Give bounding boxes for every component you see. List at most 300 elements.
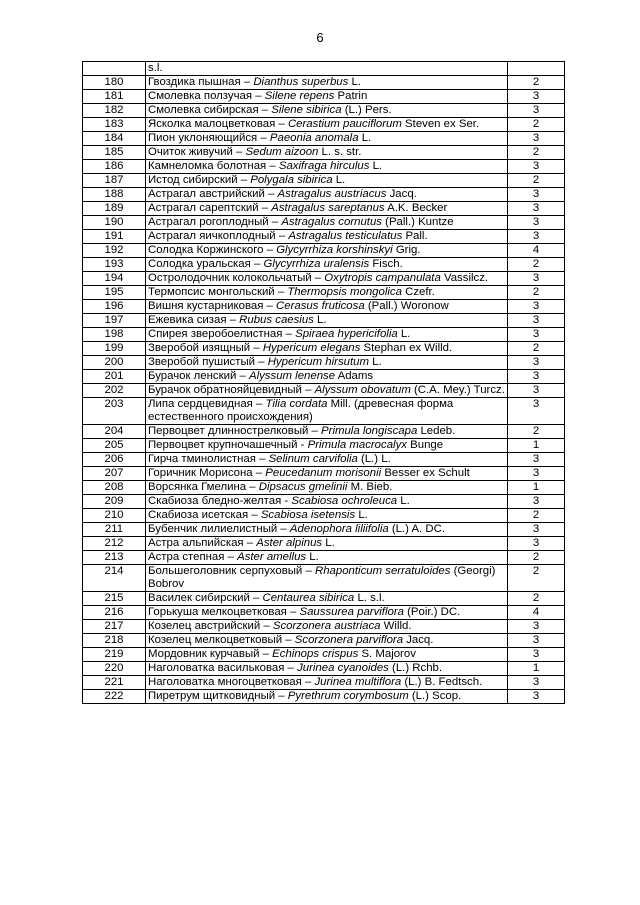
species-name xyxy=(146,676,508,690)
russian-name: Астрагал яичкоплодный – xyxy=(148,230,289,242)
row-number: 180 xyxy=(83,76,146,90)
table-row xyxy=(83,174,565,188)
latin-name: Astragalus austriacus xyxy=(277,188,387,200)
author-citation: L. xyxy=(368,356,382,368)
status-category: 3 xyxy=(508,453,565,467)
russian-name: Мордовник курчавый – xyxy=(148,648,273,660)
author-citation: (Pall.) Kuntze xyxy=(382,216,454,228)
table-row xyxy=(83,62,565,76)
russian-name: Первоцвет крупночашечный - xyxy=(148,439,308,451)
russian-name: Камнеломка болотная – xyxy=(148,160,279,172)
row-number: 185 xyxy=(83,146,146,160)
row-number: 188 xyxy=(83,188,146,202)
row-number: 190 xyxy=(83,216,146,230)
russian-name: Горькуша мелкоцветковая – xyxy=(148,606,300,618)
russian-name: Ежевика сизая – xyxy=(148,314,240,326)
table-row xyxy=(83,495,565,509)
species-name xyxy=(146,286,508,300)
row-number: 200 xyxy=(83,356,146,370)
status-category: 3 xyxy=(508,398,565,425)
status-category: 1 xyxy=(508,481,565,495)
table-row xyxy=(83,342,565,356)
species-name xyxy=(146,606,508,620)
latin-name: Pyrethrum corymbosum xyxy=(287,690,409,702)
table-row xyxy=(83,384,565,398)
species-name xyxy=(146,342,508,356)
russian-name: Наголоватка многоцветковая – xyxy=(148,676,315,688)
status-category: 2 xyxy=(508,258,565,272)
russian-name: Астрагал австрийский – xyxy=(148,188,278,200)
species-name xyxy=(146,300,508,314)
latin-name: Echinops crispus xyxy=(272,648,359,660)
row-number: 220 xyxy=(83,662,146,676)
status-category: 2 xyxy=(508,286,565,300)
russian-name: Зверобой изящный – xyxy=(148,342,263,354)
species-name xyxy=(146,690,508,704)
status-category: 2 xyxy=(508,425,565,439)
latin-name: Scorzonera parviflora xyxy=(294,634,404,646)
table-row xyxy=(83,286,565,300)
russian-name: Астра степная – xyxy=(148,551,238,563)
status-category xyxy=(508,62,565,76)
status-category: 3 xyxy=(508,648,565,662)
status-category: 3 xyxy=(508,620,565,634)
status-category: 3 xyxy=(508,370,565,384)
species-name xyxy=(146,62,508,76)
latin-name: Aster amellus xyxy=(237,551,307,563)
author-citation: (L.) Scop. xyxy=(408,690,462,702)
status-category: 2 xyxy=(508,592,565,606)
latin-name: Paeonia anomala xyxy=(269,132,359,144)
status-category: 3 xyxy=(508,314,565,328)
table-row xyxy=(83,398,565,425)
author-citation: L. xyxy=(348,76,361,88)
table-row xyxy=(83,425,565,439)
table-row xyxy=(83,370,565,384)
russian-name: Пиретрум щитковидный – xyxy=(148,690,288,702)
russian-name: Ясколка малоцветковая – xyxy=(148,118,288,130)
table-row xyxy=(83,565,565,592)
russian-name: Липа сердцевидная – xyxy=(148,398,266,410)
species-table-body xyxy=(83,62,565,704)
row-number: 205 xyxy=(83,439,146,453)
species-name xyxy=(146,188,508,202)
row-number: 195 xyxy=(83,286,146,300)
status-category: 3 xyxy=(508,384,565,398)
russian-name: Гирча тминолистная – xyxy=(148,453,269,465)
latin-name: Rhaponticum serratuloides xyxy=(314,565,451,577)
russian-name: Козелец мелкоцветковый – xyxy=(148,634,295,646)
table-row xyxy=(83,328,565,342)
author-citation: Grig. xyxy=(392,244,421,256)
latin-name: Sedum aizoon xyxy=(245,146,319,158)
latin-name: Tilia cordata xyxy=(265,398,328,410)
table-row xyxy=(83,188,565,202)
author-citation: Ledeb. xyxy=(417,425,456,437)
latin-name: Primula macrocalyx xyxy=(307,439,407,451)
status-category: 3 xyxy=(508,104,565,118)
row-number: 213 xyxy=(83,551,146,565)
species-name xyxy=(146,565,508,592)
species-name xyxy=(146,160,508,174)
species-name xyxy=(146,481,508,495)
table-row xyxy=(83,620,565,634)
russian-name: Наголоватка васильковая – xyxy=(148,662,298,674)
author-citation: Jacq. xyxy=(403,634,434,646)
author-citation: Bunge xyxy=(406,439,444,451)
latin-name: Astragalus sareptanus xyxy=(271,202,385,214)
species-name xyxy=(146,216,508,230)
latin-name: Saxifraga hirculus xyxy=(278,160,370,172)
species-name xyxy=(146,258,508,272)
species-name xyxy=(146,328,508,342)
russian-name: Очиток живучий – xyxy=(148,146,246,158)
row-number: 182 xyxy=(83,104,146,118)
status-category: 3 xyxy=(508,272,565,286)
status-category: 2 xyxy=(508,551,565,565)
latin-name: Rubus caesius xyxy=(239,314,314,326)
status-category: 3 xyxy=(508,523,565,537)
russian-name: Козелец австрийский – xyxy=(148,620,273,632)
row-number: 201 xyxy=(83,370,146,384)
latin-name: Oxytropis campanulata xyxy=(324,272,441,284)
page-number: 6 xyxy=(316,30,324,45)
species-name xyxy=(146,104,508,118)
author-citation: L. xyxy=(397,495,410,507)
row-number: 203 xyxy=(83,398,146,425)
status-category: 2 xyxy=(508,146,565,160)
row-number: 196 xyxy=(83,300,146,314)
status-category: 3 xyxy=(508,356,565,370)
author-citation: L. s. str. xyxy=(318,146,362,158)
latin-name: Centaurea sibirica xyxy=(262,592,355,604)
author-citation: Stephan ex Willd. xyxy=(360,342,453,354)
status-category: 3 xyxy=(508,160,565,174)
author-citation: L. xyxy=(358,132,372,144)
table-row xyxy=(83,439,565,453)
table-row xyxy=(83,467,565,481)
table-row xyxy=(83,118,565,132)
species-name xyxy=(146,592,508,606)
species-name xyxy=(146,662,508,676)
table-row xyxy=(83,551,565,565)
author-citation: (L.) B. Fedtsch. xyxy=(401,676,483,688)
species-name xyxy=(146,551,508,565)
russian-name: Первоцвет длиннострелковый – xyxy=(148,425,322,437)
table-row xyxy=(83,216,565,230)
species-name xyxy=(146,76,508,90)
russian-name: Солодка Коржинского – xyxy=(148,244,277,256)
species-name xyxy=(146,537,508,551)
latin-name: Silene repens xyxy=(264,90,335,102)
species-name xyxy=(146,509,508,523)
status-category: 2 xyxy=(508,509,565,523)
latin-name: Scorzonera austriaca xyxy=(272,620,381,632)
table-row xyxy=(83,76,565,90)
russian-name: Пион уклоняющийся – xyxy=(148,132,270,144)
row-number: 209 xyxy=(83,495,146,509)
status-category: 3 xyxy=(508,537,565,551)
table-row xyxy=(83,90,565,104)
author-citation: Vassilcz. xyxy=(440,272,489,284)
row-number: 221 xyxy=(83,676,146,690)
russian-name: Астрагал сарептский – xyxy=(148,202,272,214)
status-category: 3 xyxy=(508,188,565,202)
russian-name: Астрагал рогоплодный – xyxy=(148,216,282,228)
row-number: 207 xyxy=(83,467,146,481)
status-category: 3 xyxy=(508,216,565,230)
row-number: 186 xyxy=(83,160,146,174)
russian-name: Астра альпийская – xyxy=(148,537,257,549)
author-citation: s.l. xyxy=(148,62,163,74)
table-row xyxy=(83,634,565,648)
species-name xyxy=(146,244,508,258)
row-number: 187 xyxy=(83,174,146,188)
row-number: 217 xyxy=(83,620,146,634)
species-name xyxy=(146,314,508,328)
latin-name: Adenophora liliifolia xyxy=(289,523,389,535)
status-category: 2 xyxy=(508,342,565,356)
russian-name: Василек сибирский – xyxy=(148,592,263,604)
status-category: 4 xyxy=(508,606,565,620)
latin-name: Dianthus superbus xyxy=(253,76,349,88)
row-number: 194 xyxy=(83,272,146,286)
russian-name: Солодка уральская – xyxy=(148,258,264,270)
author-citation: (Georgi) Bobrov xyxy=(148,565,496,590)
russian-name: Бубенчик лилиелистный – xyxy=(148,523,290,535)
latin-name: Aster alpinus xyxy=(256,537,323,549)
table-row xyxy=(83,523,565,537)
species-name xyxy=(146,453,508,467)
row-number: 214 xyxy=(83,565,146,592)
table-row xyxy=(83,146,565,160)
row-number: 219 xyxy=(83,648,146,662)
author-citation: Steven ex Ser. xyxy=(401,118,480,130)
russian-name: Остролодочник колокольчатый – xyxy=(148,272,325,284)
status-category: 4 xyxy=(508,244,565,258)
species-table xyxy=(82,61,565,704)
latin-name: Selinum carvifolia xyxy=(268,453,358,465)
latin-name: Primula longiscapa xyxy=(321,425,418,437)
author-citation: A.K. Becker xyxy=(384,202,448,214)
russian-name: Вишня кустарниковая – xyxy=(148,300,277,312)
author-citation: (Pall.) Woronow xyxy=(364,300,449,312)
author-citation: (Poir.) DC. xyxy=(403,606,461,618)
table-row xyxy=(83,104,565,118)
table-row xyxy=(83,272,565,286)
author-citation: (C.A. Mey.) Turcz. xyxy=(410,384,505,396)
latin-name: Thermopsis mongolica xyxy=(287,286,402,298)
author-citation: Willd. xyxy=(380,620,412,632)
author-citation: L. xyxy=(322,537,335,549)
russian-name: Спирея зверобоелистная – xyxy=(148,328,296,340)
row-number: 189 xyxy=(83,202,146,216)
row-number: 222 xyxy=(83,690,146,704)
row-number: 184 xyxy=(83,132,146,146)
table-row xyxy=(83,230,565,244)
latin-name: Glycyrrhiza korshinskyi xyxy=(276,244,393,256)
table-row xyxy=(83,202,565,216)
row-number: 210 xyxy=(83,509,146,523)
author-citation: Pall. xyxy=(402,230,428,242)
author-citation: S. Majorov xyxy=(358,648,416,660)
row-number: 193 xyxy=(83,258,146,272)
species-name xyxy=(146,384,508,398)
table-row xyxy=(83,676,565,690)
latin-name: Hypericum elegans xyxy=(262,342,361,354)
status-category: 3 xyxy=(508,495,565,509)
row-number: 181 xyxy=(83,90,146,104)
table-row xyxy=(83,244,565,258)
latin-name: Hypericum hirsutum xyxy=(267,356,369,368)
status-category: 3 xyxy=(508,634,565,648)
author-citation: L. s.l. xyxy=(354,592,385,604)
author-citation: L. xyxy=(397,328,411,340)
latin-name: Scabiosa isetensis xyxy=(260,509,356,521)
table-row xyxy=(83,592,565,606)
russian-name: Гвоздика пышная – xyxy=(148,76,254,88)
latin-name: Peucedanum morisonii xyxy=(265,467,382,479)
status-category: 3 xyxy=(508,202,565,216)
species-name xyxy=(146,146,508,160)
table-row xyxy=(83,300,565,314)
species-name xyxy=(146,202,508,216)
table-row xyxy=(83,453,565,467)
row-number: 215 xyxy=(83,592,146,606)
species-name xyxy=(146,398,508,425)
species-name xyxy=(146,620,508,634)
latin-name: Jurinea cyanoides xyxy=(297,662,389,674)
russian-name: Скабиоза исетская – xyxy=(148,509,261,521)
status-category: 3 xyxy=(508,676,565,690)
russian-name: Бурачок ленский – xyxy=(148,370,249,382)
row-number: 216 xyxy=(83,606,146,620)
table-row xyxy=(83,356,565,370)
table-row xyxy=(83,662,565,676)
status-category: 2 xyxy=(508,118,565,132)
latin-name: Jurinea multiflora xyxy=(314,676,402,688)
latin-name: Cerastium pauciflorum xyxy=(287,118,402,130)
species-name xyxy=(146,523,508,537)
table-row xyxy=(83,258,565,272)
species-name xyxy=(146,439,508,453)
russian-name: Скабиоза бледно-желтая - xyxy=(148,495,292,507)
author-citation: M. Bieb. xyxy=(347,481,393,493)
row-number: 191 xyxy=(83,230,146,244)
author-citation: Czefr. xyxy=(401,286,435,298)
row-number: 218 xyxy=(83,634,146,648)
latin-name: Saussurea parviflora xyxy=(299,606,404,618)
russian-name: Смолевка сибирская – xyxy=(148,104,272,116)
author-citation: Adams xyxy=(335,370,374,382)
author-citation: L. xyxy=(313,314,327,326)
species-name xyxy=(146,272,508,286)
status-category: 3 xyxy=(508,690,565,704)
species-name xyxy=(146,495,508,509)
table-row xyxy=(83,481,565,495)
species-name xyxy=(146,90,508,104)
species-name xyxy=(146,356,508,370)
species-name xyxy=(146,467,508,481)
latin-name: Cerasus fruticosa xyxy=(276,300,365,312)
author-citation: L. xyxy=(306,551,319,563)
author-citation: L. xyxy=(332,174,346,186)
author-citation: L. xyxy=(369,160,383,172)
row-number: 204 xyxy=(83,425,146,439)
status-category: 2 xyxy=(508,565,565,592)
species-name xyxy=(146,634,508,648)
latin-name: Polygala sibirica xyxy=(250,174,333,186)
row-number xyxy=(83,62,146,76)
latin-name: Silene sibirica xyxy=(271,104,342,116)
table-row xyxy=(83,690,565,704)
author-citation: (L.) Rchb. xyxy=(388,662,443,674)
author-citation: (L.) L. xyxy=(357,453,391,465)
author-citation: Patrin xyxy=(334,90,368,102)
author-citation: (L.) A. DC. xyxy=(388,523,446,535)
latin-name: Alyssum lenense xyxy=(248,370,336,382)
author-citation: Jacq. xyxy=(386,188,417,200)
russian-name: Смолевка ползучая – xyxy=(148,90,265,102)
latin-name: Glycyrrhiza uralensis xyxy=(263,258,370,270)
latin-name: Scabiosa ochroleuca xyxy=(291,495,398,507)
latin-name: Alyssum obovatum xyxy=(314,384,411,396)
table-row xyxy=(83,537,565,551)
species-name xyxy=(146,370,508,384)
russian-name: Термопсис монгольский – xyxy=(148,286,288,298)
table-row xyxy=(83,314,565,328)
status-category: 2 xyxy=(508,76,565,90)
row-number: 183 xyxy=(83,118,146,132)
row-number: 202 xyxy=(83,384,146,398)
row-number: 206 xyxy=(83,453,146,467)
author-citation: Fisch. xyxy=(369,258,403,270)
russian-name: Большеголовник серпуховый – xyxy=(148,565,315,577)
row-number: 199 xyxy=(83,342,146,356)
row-number: 212 xyxy=(83,537,146,551)
species-name xyxy=(146,174,508,188)
latin-name: Spiraea hypericifolia xyxy=(295,328,398,340)
species-name xyxy=(146,230,508,244)
row-number: 208 xyxy=(83,481,146,495)
author-citation: Besser ex Schult xyxy=(381,467,470,479)
status-category: 1 xyxy=(508,439,565,453)
russian-name: Зверобой пушистый – xyxy=(148,356,268,368)
latin-name: Astragalus testiculatus xyxy=(288,230,403,242)
russian-name: Истод сибирский – xyxy=(148,174,251,186)
row-number: 211 xyxy=(83,523,146,537)
latin-name: Astragalus cornutus xyxy=(281,216,382,228)
species-name xyxy=(146,425,508,439)
species-name xyxy=(146,118,508,132)
species-name xyxy=(146,132,508,146)
author-citation: Mill. (древесная форма естественного происхождения) xyxy=(148,398,454,423)
table-row xyxy=(83,606,565,620)
table-row xyxy=(83,509,565,523)
status-category: 1 xyxy=(508,662,565,676)
author-citation: L. xyxy=(355,509,368,521)
status-category: 3 xyxy=(508,467,565,481)
status-category: 3 xyxy=(508,230,565,244)
status-category: 3 xyxy=(508,90,565,104)
russian-name: Бурачок обратнояйцевидный – xyxy=(148,384,315,396)
table-row xyxy=(83,160,565,174)
table-row xyxy=(83,648,565,662)
author-citation: (L.) Pers. xyxy=(341,104,392,116)
status-category: 3 xyxy=(508,300,565,314)
russian-name: Ворсянка Гмелина – xyxy=(148,481,259,493)
latin-name: Dipsacus gmelinii xyxy=(258,481,348,493)
